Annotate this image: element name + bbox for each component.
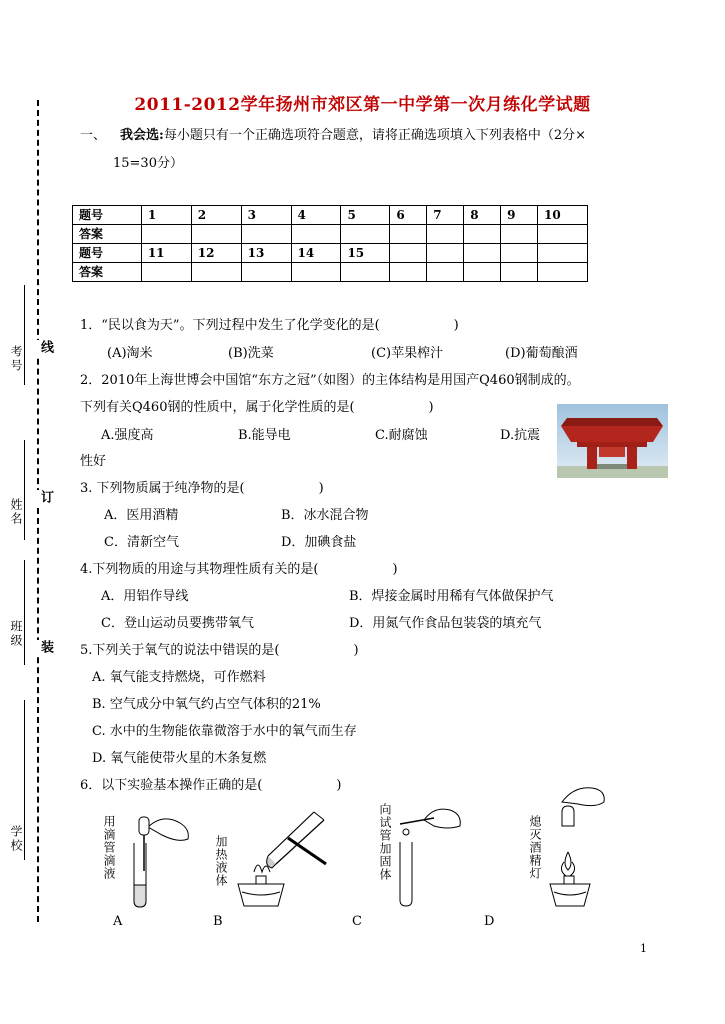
- page-title: 2011-2012学年扬州市郊区第一中学第一次月练化学试题: [134, 95, 591, 115]
- question-3-stem: [80, 480, 324, 498]
- paren-close: ): [318, 481, 324, 496]
- figure-b-caption: 加热液体: [214, 835, 228, 887]
- page-number: 1: [640, 942, 647, 955]
- heating-liquid-illustration: [228, 808, 338, 913]
- answer-cell[interactable]: [191, 263, 241, 282]
- question-2-stem-line2: [80, 399, 434, 417]
- section-instruction: [80, 127, 586, 145]
- answer-cell[interactable]: [241, 225, 291, 244]
- answer-table: [72, 205, 588, 282]
- table-cell: 12: [191, 244, 241, 263]
- table-cell: 9: [501, 206, 538, 225]
- paren-close: ): [428, 400, 434, 415]
- table-cell: 3: [241, 206, 291, 225]
- table-cell: [538, 244, 588, 263]
- table-cell: 答案: [73, 225, 142, 244]
- figure-c-caption: 向试管加固体: [378, 803, 392, 881]
- q4-option-b[interactable]: B．焊接金属时用稀有气体做保护气: [349, 589, 554, 604]
- answer-cell[interactable]: [241, 263, 291, 282]
- section-instruction-line2: 15=30分）: [113, 156, 183, 171]
- q2-option-d[interactable]: D.抗震: [500, 428, 541, 443]
- table-row: [73, 263, 588, 282]
- question-1-stem: [80, 317, 459, 335]
- paren-close: ): [392, 562, 398, 577]
- table-cell: 10: [538, 206, 588, 225]
- q2-option-c[interactable]: C.耐腐蚀: [375, 428, 428, 443]
- table-cell: 15: [341, 244, 390, 263]
- paren-close: ): [353, 643, 359, 658]
- q1-option-d[interactable]: (D)葡萄酿酒: [505, 346, 578, 361]
- table-cell: [501, 263, 538, 282]
- q5-option-d[interactable]: D. 氧气能使带火星的木条复燃: [92, 751, 267, 766]
- paren-close: ): [336, 778, 342, 793]
- table-cell: [390, 263, 427, 282]
- table-cell: 4: [291, 206, 341, 225]
- q4-option-a[interactable]: A．用铝作导线: [101, 589, 189, 604]
- table-cell: 8: [464, 206, 501, 225]
- q5-option-a[interactable]: A. 氧气能支持燃烧，可作燃料: [92, 670, 266, 685]
- table-cell: 题号: [73, 244, 142, 263]
- answer-cell[interactable]: [390, 225, 427, 244]
- margin-fill-line-class[interactable]: [24, 560, 25, 665]
- table-row: [73, 206, 588, 225]
- question-text: 3. 下列物质属于纯净物的是(: [80, 481, 245, 496]
- table-cell: [464, 244, 501, 263]
- margin-fill-line-name[interactable]: [24, 440, 25, 540]
- answer-cell[interactable]: [291, 263, 341, 282]
- q4-option-d[interactable]: D．用氮气作食品包装袋的填充气: [349, 616, 542, 631]
- binding-mark-line: 线: [38, 340, 53, 356]
- answer-cell[interactable]: [427, 225, 464, 244]
- question-text: 1．“民以食为天”。下列过程中发生了化学变化的是(: [80, 318, 380, 333]
- figure-d-letter: D: [484, 914, 495, 929]
- table-cell: 11: [141, 244, 191, 263]
- margin-field-school: 学校: [9, 825, 23, 853]
- question-5-stem: [80, 642, 359, 660]
- adding-solid-illustration: [394, 800, 469, 910]
- answer-cell[interactable]: [291, 225, 341, 244]
- table-cell: 题号: [73, 206, 142, 225]
- question-text: 6．以下实验基本操作正确的是(: [80, 778, 263, 793]
- china-pavilion-photo: [557, 404, 668, 478]
- figure-a-letter: A: [113, 914, 123, 929]
- q1-option-c[interactable]: (C)苹果榨汁: [371, 346, 444, 361]
- question-text: 5.下列关于氧气的说法中错误的是(: [80, 643, 280, 658]
- q2-option-d-continued: 性好: [80, 454, 107, 469]
- extinguish-lamp-illustration: [548, 782, 618, 912]
- margin-field-class: 班级: [9, 620, 23, 648]
- q3-option-c[interactable]: C．清新空气: [104, 535, 179, 550]
- q3-option-d[interactable]: D．加碘食盐: [281, 535, 357, 550]
- binding-dashed-line: [37, 100, 39, 922]
- table-cell: 5: [341, 206, 390, 225]
- section-heading: 我会选:: [120, 128, 164, 143]
- answer-cell[interactable]: [538, 225, 588, 244]
- answer-cell[interactable]: [341, 263, 390, 282]
- dropper-test-tube-illustration: [118, 805, 198, 910]
- answer-cell[interactable]: [464, 225, 501, 244]
- table-cell: 13: [241, 244, 291, 263]
- table-row: [73, 244, 588, 263]
- answer-cell[interactable]: [341, 225, 390, 244]
- binding-mark-bind: 装: [38, 640, 53, 656]
- question-text: 下列有关Q460钢的性质中，属于化学性质的是(: [80, 400, 355, 415]
- q5-option-b[interactable]: B. 空气成分中氧气约占空气体积的21%: [92, 697, 321, 712]
- answer-cell[interactable]: [141, 263, 191, 282]
- table-cell: 1: [141, 206, 191, 225]
- question-6-stem: [80, 777, 341, 795]
- binding-mark-staple: 订: [38, 490, 53, 506]
- q1-option-b[interactable]: (B)洗菜: [228, 346, 274, 361]
- figure-b-letter: B: [213, 914, 223, 929]
- table-cell: 7: [427, 206, 464, 225]
- figure-d-caption: 熄灭酒精灯: [528, 815, 542, 880]
- q2-option-a[interactable]: A.强度高: [101, 428, 154, 443]
- q4-option-c[interactable]: C．登山运动员要携带氧气: [101, 616, 254, 631]
- q5-option-c[interactable]: C. 水中的生物能依靠微溶于水中的氧气而生存: [92, 724, 357, 739]
- table-row: [73, 225, 588, 244]
- margin-fill-line-exam-number[interactable]: [24, 285, 25, 385]
- section-instruction-text: 每小题只有一个正确选项符合题意，请将正确选项填入下列表格中（2分×: [163, 128, 586, 143]
- q3-option-b[interactable]: B．冰水混合物: [281, 508, 369, 523]
- q3-option-a[interactable]: A．医用酒精: [104, 508, 179, 523]
- question-4-stem: [80, 561, 398, 579]
- table-cell: 14: [291, 244, 341, 263]
- table-cell: [427, 263, 464, 282]
- answer-cell[interactable]: [141, 225, 191, 244]
- table-cell: [501, 244, 538, 263]
- figure-c-letter: C: [352, 914, 362, 929]
- question-2-stem: 2．2010年上海世博会中国馆“东方之冠”（如图）的主体结构是用国产Q460钢制成的。: [80, 373, 580, 388]
- section-number: 一、: [80, 128, 107, 143]
- table-cell: [390, 244, 427, 263]
- table-cell: 6: [390, 206, 427, 225]
- table-cell: 答案: [73, 263, 142, 282]
- table-cell: [464, 263, 501, 282]
- paren-close: ): [453, 318, 459, 333]
- answer-cell[interactable]: [191, 225, 241, 244]
- margin-field-name: 姓名: [9, 498, 23, 526]
- table-cell: [538, 263, 588, 282]
- table-cell: 2: [191, 206, 241, 225]
- table-cell: [427, 244, 464, 263]
- answer-cell[interactable]: [501, 225, 538, 244]
- question-text: 4.下列物质的用途与其物理性质有关的是(: [80, 562, 319, 577]
- q2-option-b[interactable]: B.能导电: [238, 428, 291, 443]
- figure-a-caption: 用滴管滴液: [102, 815, 116, 880]
- margin-fill-line-school[interactable]: [24, 700, 25, 860]
- margin-field-exam-number: 考号: [9, 345, 23, 373]
- q1-option-a[interactable]: (A)淘米: [107, 346, 153, 361]
